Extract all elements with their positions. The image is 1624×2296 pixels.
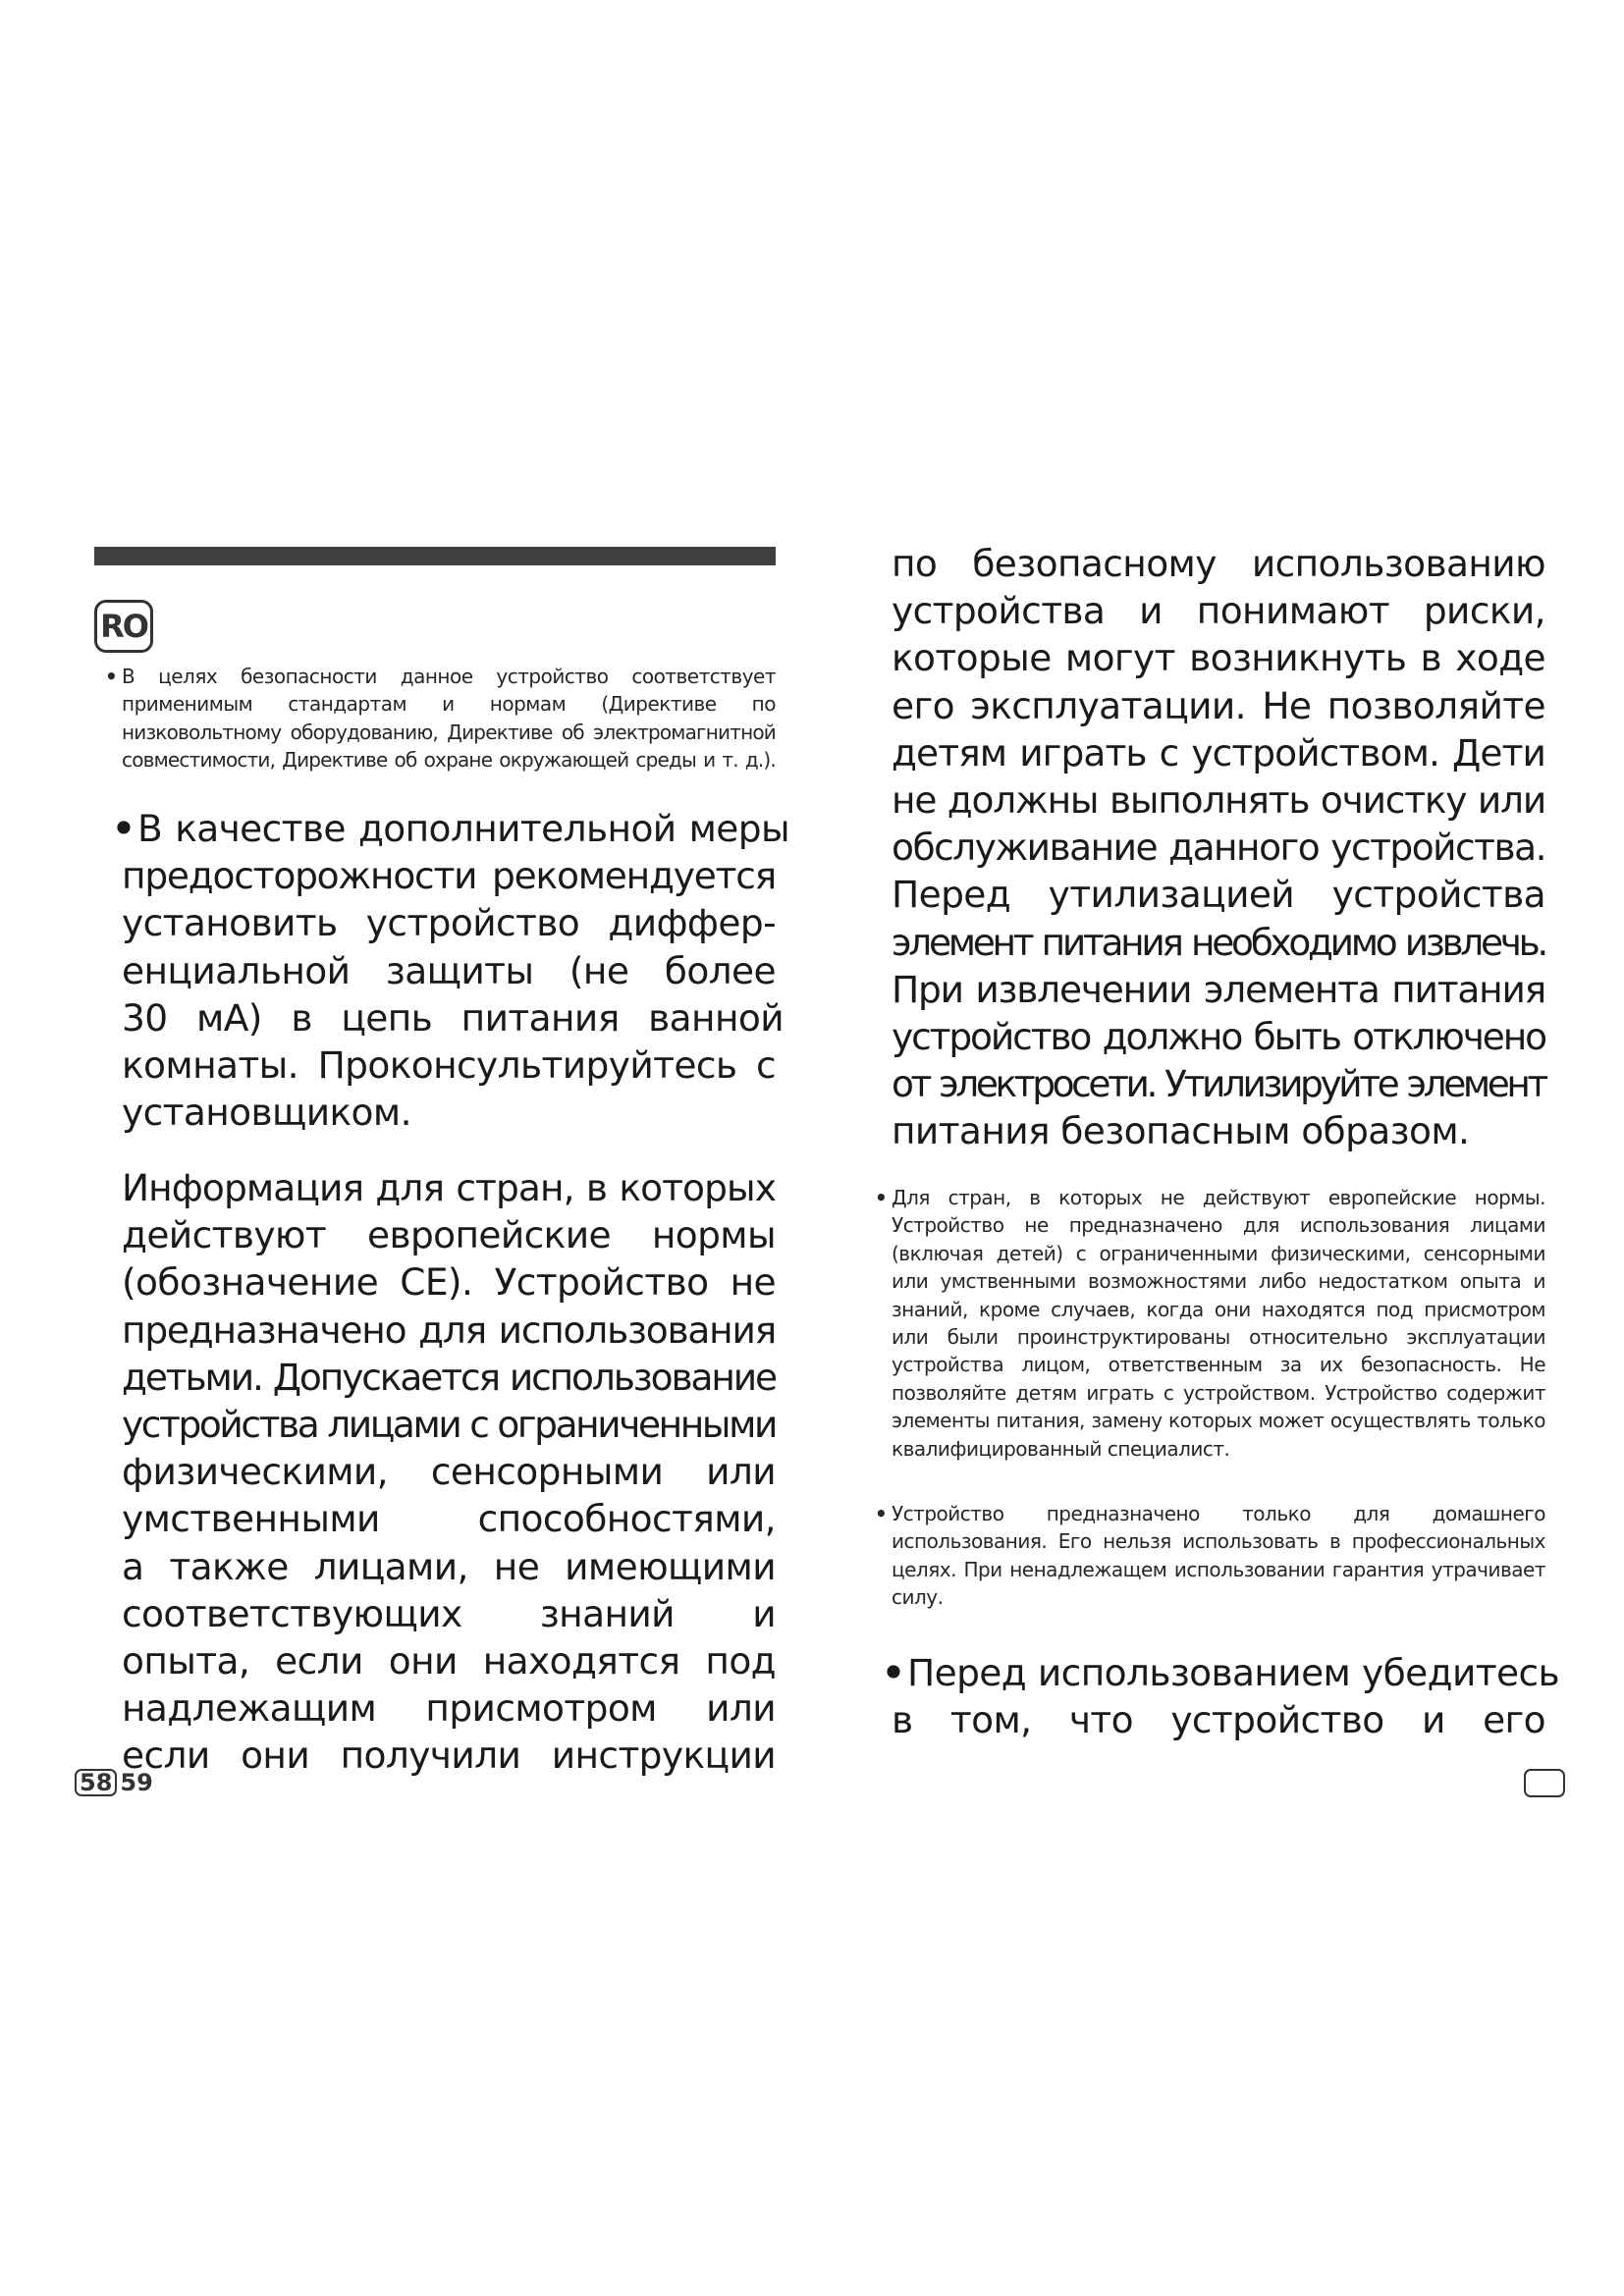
text-line: Перед использованием убедитесь [907, 1651, 1559, 1694]
text-line: по безопасному использованию [892, 542, 1545, 585]
non-eu-countries-bullet [875, 1184, 1545, 1463]
domestic-use-bullet [875, 1500, 1545, 1612]
text-line: целях. При ненадлежащем использовании гарантия утрачивает [892, 1557, 1545, 1581]
text-line: надлежащим присмотром или [122, 1686, 776, 1731]
text-line: обслуживание данного устройства. [892, 826, 1545, 870]
bullet-icon: • [875, 1186, 888, 1209]
safety-standards-bullet [105, 663, 776, 774]
text-line: применимым стандартам и нормам (Директиве по [122, 692, 776, 717]
page-numbers [75, 1767, 153, 1798]
text-line: или умственными возможностями либо недостатком опыта и [892, 1269, 1545, 1294]
text-line: в том, что устройство и его [892, 1698, 1545, 1742]
text-line: от электросети. Утилизируйте элемент [892, 1062, 1545, 1106]
page-number-right: 59 [120, 1769, 153, 1796]
text-line: элемент питания необходимо извлечь. [892, 920, 1545, 964]
text-line: При извлечении элемента питания [892, 967, 1545, 1011]
text-line: Устройство не предназначено для использования лицами [892, 1213, 1545, 1238]
text-line: 30 мА) в цепь питания ванной [122, 995, 784, 1040]
text-line: его эксплуатации. Не позволяйте [892, 683, 1545, 727]
bullet-icon: • [882, 1651, 905, 1694]
before-use-bullet [882, 1649, 1559, 1743]
text-line: если они получили инструкции [122, 1734, 776, 1778]
text-line: устройства лицами с ограниченными [122, 1403, 776, 1447]
page-marker-box [1524, 1769, 1565, 1797]
text-line: предосторожности рекомендуется [122, 854, 776, 898]
section-header-bar [94, 547, 776, 565]
text-line: физическими, сенсорными или [122, 1450, 776, 1494]
text-line: не должны выполнять очистку или [892, 778, 1545, 823]
text-line: В качестве дополнительной меры [137, 807, 789, 850]
text-line: умственными способностями, [122, 1497, 776, 1541]
text-line: опыта, если они находятся под [122, 1639, 776, 1683]
ce-countries-paragraph [122, 1164, 776, 1780]
text-line: енциальной защиты (не более [122, 948, 776, 992]
text-line: устройство должно быть отключено [892, 1015, 1545, 1059]
text-line: которые могут возникнуть в ходе [892, 636, 1545, 680]
bullet-icon: • [105, 665, 118, 688]
safe-use-continuation [892, 540, 1545, 1155]
page-number-left: 58 [75, 1769, 117, 1796]
text-line: установить устройство диффер- [122, 901, 776, 945]
text-line: детям играть с устройством. Дети [892, 730, 1545, 774]
text-line: (включая детей) с ограниченными физическими, сенсорными [892, 1241, 1545, 1265]
text-line: предназначено для использования [122, 1308, 776, 1352]
text-line: питания безопасным образом. [892, 1109, 1470, 1153]
text-line: (обозначение CE). Устройство не [122, 1260, 776, 1305]
language-badge: RO [94, 600, 153, 653]
text-line: а также лицами, не имеющими [122, 1544, 776, 1588]
text-line: комнаты. Проконсультируйтесь с [122, 1043, 776, 1088]
text-line: детьми. Допускается использование [122, 1355, 776, 1399]
text-line: низковольтному оборудованию, Директиве об электромагнитной [122, 720, 776, 744]
text-line: силу. [892, 1585, 944, 1610]
text-line: знаний, кроме случаев, когда они находятся под присмотром [892, 1297, 1545, 1321]
text-line: В целях безопасности данное устройство соответствует [122, 665, 776, 688]
text-line: совместимости, Директиве об охране окружающей среды и т. д.). [122, 748, 776, 773]
text-line: соответствующих знаний и [122, 1591, 776, 1635]
text-line: установщиком. [122, 1091, 411, 1135]
bullet-icon: • [875, 1502, 888, 1525]
text-line: квалифицированный специалист. [892, 1436, 1230, 1461]
bullet-icon: • [112, 807, 135, 850]
text-line: позволяйте детям играть с устройством. Устройство содержит [892, 1380, 1545, 1405]
text-line: Устройство предназначено только для домашнего [892, 1502, 1545, 1525]
text-line: действуют европейские нормы [122, 1213, 776, 1257]
text-line: устройства лицом, ответственным за их безопасность. Не [892, 1353, 1545, 1377]
text-line: Перед утилизацией устройства [892, 873, 1545, 917]
text-line: Информация для стран, в которых [122, 1166, 776, 1209]
text-line: использования. Его нельзя использовать в профессиональных [892, 1529, 1545, 1554]
text-line: устройства и понимают риски, [892, 589, 1545, 633]
text-line: или были проинструктированы относительно эксплуатации [892, 1325, 1545, 1350]
text-line: Для стран, в которых не действуют европейские нормы. [892, 1186, 1545, 1209]
text-line: элементы питания, замену которых может осуществлять только [892, 1409, 1545, 1433]
rcd-recommendation-bullet [112, 805, 789, 1136]
